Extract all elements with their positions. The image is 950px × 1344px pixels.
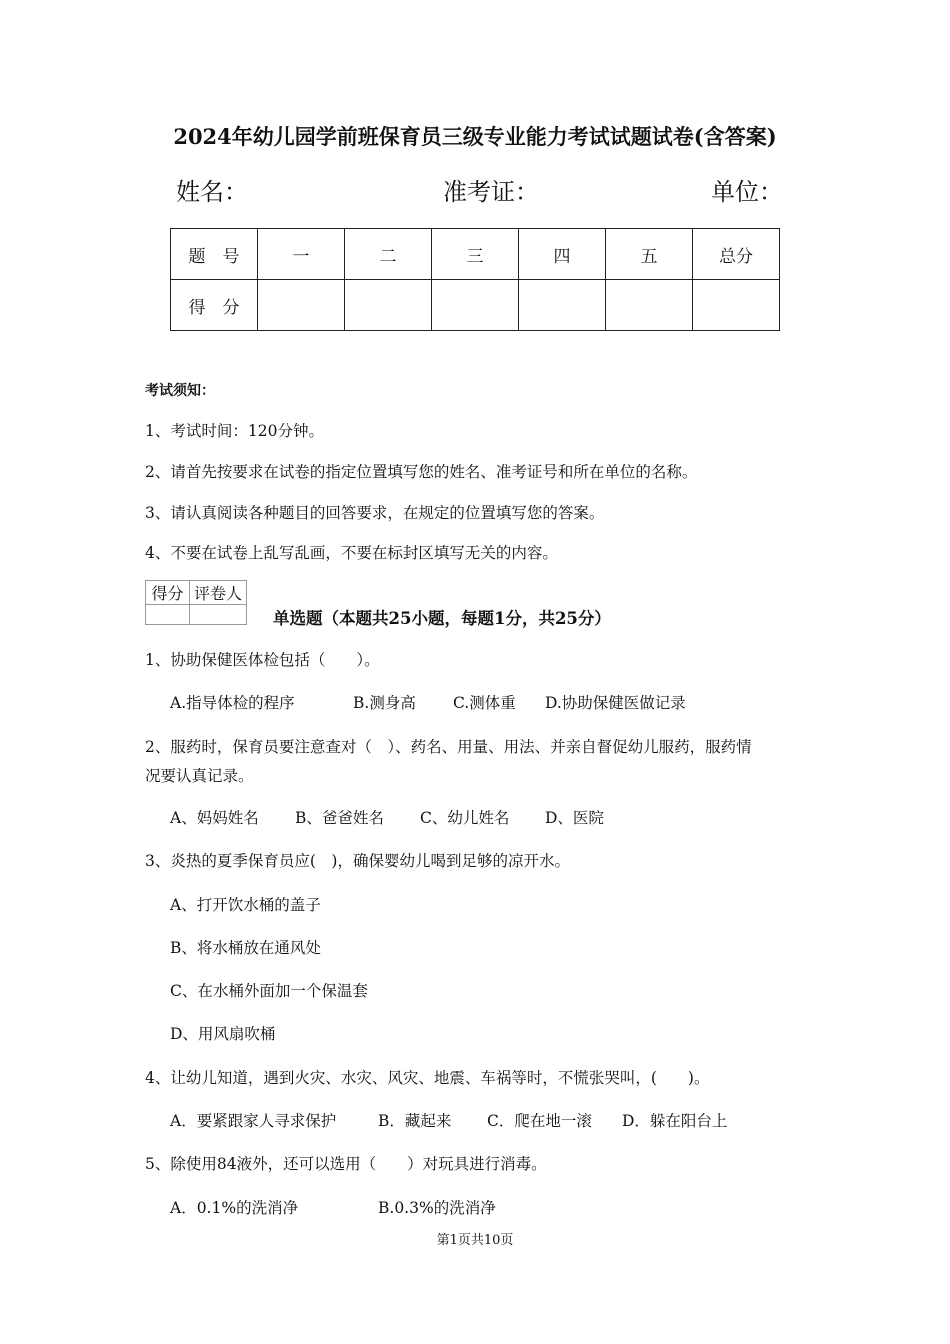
- option-d: D、医院: [545, 809, 604, 827]
- question-stem: 2、服药时，保育员要注意查对（ ）、药名、用量、用法、并亲自督促幼儿服药，服药情: [145, 738, 752, 756]
- grader-score-label: 得分: [146, 581, 190, 605]
- option-b: B、爸爸姓名: [295, 809, 384, 827]
- grader-score-cell[interactable]: [146, 605, 190, 625]
- option-c: C.测体重: [453, 694, 516, 712]
- option-d: D．躲在阳台上: [622, 1112, 728, 1130]
- score-cell[interactable]: [693, 280, 780, 331]
- option-b: B．藏起来: [378, 1112, 452, 1130]
- score-header-cell: 总分: [693, 229, 780, 280]
- score-header-cell: 题 号: [171, 229, 258, 280]
- score-header-cell: 二: [345, 229, 432, 280]
- option-c: C．爬在地一滚: [487, 1112, 592, 1130]
- notice-item: 1、考试时间：120分钟。: [145, 422, 324, 440]
- unit-field-label: 单位：: [711, 178, 783, 206]
- question-stem-continued: 况要认真记录。: [145, 767, 254, 785]
- score-cell[interactable]: [519, 280, 606, 331]
- notice-item: 2、请首先按要求在试卷的指定位置填写您的姓名、准考证号和所在单位的名称。: [145, 463, 698, 481]
- option-c: C、幼儿姓名: [420, 809, 510, 827]
- score-table-header-row: [171, 229, 780, 280]
- option-b: B.测身高: [353, 694, 416, 712]
- option-d: D.协助保健医做记录: [545, 694, 686, 712]
- score-header-cell: 五: [606, 229, 693, 280]
- grader-reviewer-label: 评卷人: [190, 581, 247, 605]
- score-header-cell: 一: [258, 229, 345, 280]
- score-table: [170, 228, 780, 331]
- notice-item: 3、请认真阅读各种题目的回答要求，在规定的位置填写您的答案。: [145, 504, 605, 522]
- grader-table: [145, 580, 247, 625]
- exam-number-field-label: 准考证：: [443, 178, 539, 206]
- option-a: A.指导体检的程序: [170, 694, 295, 712]
- question-stem: 3、炎热的夏季保育员应( )，确保婴幼儿喝到足够的凉开水。: [145, 852, 570, 870]
- option-a: A．要紧跟家人寻求保护: [170, 1112, 337, 1130]
- score-cell[interactable]: [258, 280, 345, 331]
- score-header-cell: 三: [432, 229, 519, 280]
- question-stem: 4、让幼儿知道，遇到火灾、水灾、风灾、地震、车祸等时，不慌张哭叫，( )。: [145, 1069, 710, 1087]
- grader-reviewer-cell[interactable]: [190, 605, 247, 625]
- option-a: A、妈妈姓名: [170, 809, 259, 827]
- score-header-cell: 四: [519, 229, 606, 280]
- section-title: 单选题（本题共25小题，每题1分，共25分）: [273, 609, 611, 628]
- option-a: A、打开饮水桶的盖子: [170, 896, 321, 914]
- name-field-label: 姓名：: [176, 178, 248, 206]
- option-d: D、用风扇吹桶: [170, 1025, 276, 1043]
- question-stem: 1、协助保健医体检包括（ ）。: [145, 651, 380, 669]
- option-a: A．0.1%的洗消净: [170, 1199, 299, 1217]
- page-footer: 第1页共10页: [436, 1233, 514, 1248]
- option-c: C、在水桶外面加一个保温套: [170, 982, 368, 1000]
- page-title: 2024年幼儿园学前班保育员三级专业能力考试试题试卷(含答案): [173, 124, 777, 149]
- notice-item: 4、不要在试卷上乱写乱画，不要在标封区填写无关的内容。: [145, 544, 558, 562]
- question-stem: 5、除使用84液外，还可以选用（ ）对玩具进行消毒。: [145, 1155, 547, 1173]
- score-cell[interactable]: [345, 280, 432, 331]
- score-cell[interactable]: [606, 280, 693, 331]
- notice-heading: 考试须知：: [145, 383, 215, 399]
- score-table-score-row: [171, 280, 780, 331]
- option-b: B、将水桶放在通风处: [170, 939, 321, 957]
- score-cell[interactable]: [432, 280, 519, 331]
- score-row-label: 得 分: [171, 280, 258, 331]
- option-b: B.0.3%的洗消净: [378, 1199, 496, 1217]
